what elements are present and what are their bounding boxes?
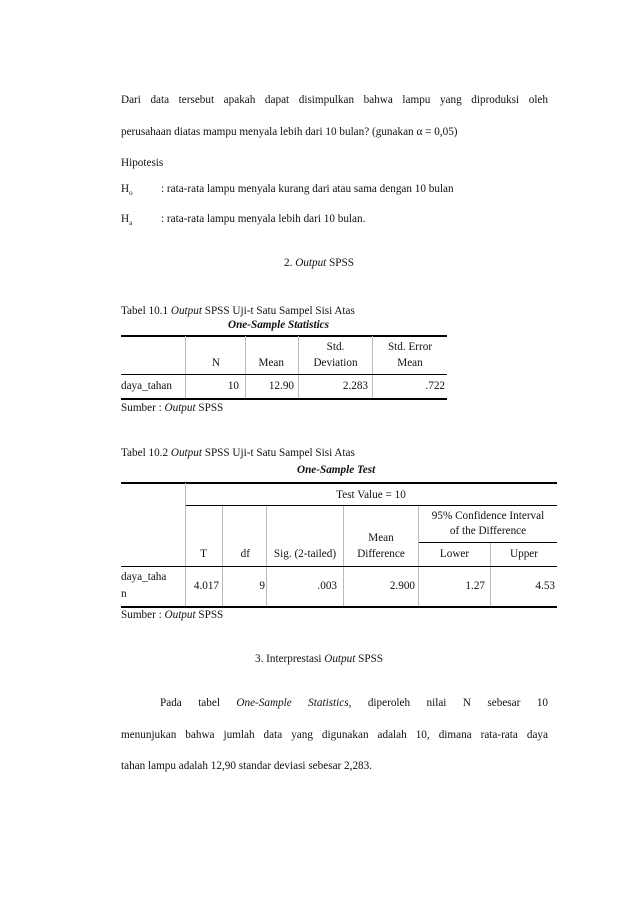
section-3-rest: SPSS: [355, 653, 384, 665]
table2-cell-upper: 4.53: [535, 580, 555, 592]
section-2-italic: Output: [295, 257, 327, 269]
intro-line-2-text: perusahaan diatas mampu menyala lebih dari 10 bulan? (gunakan: [121, 126, 417, 138]
table2-cell-df: 9: [259, 580, 265, 592]
table1-row-label: daya_tahan: [121, 380, 172, 392]
table1-source-pre: Sumber :: [121, 402, 165, 414]
paragraph-line-3: tahan lampu adalah 12,90 standar deviasi sebesar 2,283.: [121, 760, 373, 772]
table2-header-rule: [121, 566, 557, 567]
table2-cell-md: 2.900: [389, 580, 415, 592]
table2-test-value: Test Value = 10: [336, 489, 406, 501]
table1-source-post: SPSS: [195, 402, 224, 414]
table1-header-se-2: Mean: [397, 357, 423, 369]
table1-source-italic: Output: [164, 402, 196, 414]
para-word: nilai: [426, 697, 447, 709]
table2-source-pre: Sumber :: [121, 609, 165, 621]
table1-header-mean: Mean: [258, 357, 284, 369]
table1-cell-mean: 12.90: [268, 380, 294, 392]
table2-title: One-Sample Test: [297, 464, 376, 476]
table2-header-sig: Sig. (2-tailed): [273, 548, 337, 560]
table2-test-value-rule: [185, 505, 557, 506]
para-word: diperoleh: [367, 697, 411, 709]
table1-header-sd-2: Deviation: [313, 357, 358, 369]
table1-header-rule: [121, 374, 447, 375]
table1-caption-pre: Tabel 10.1: [121, 305, 171, 317]
intro-line-2: [121, 126, 458, 138]
para-word-italic: Statistics,: [308, 697, 352, 709]
table2-source-post: SPSS: [195, 609, 224, 621]
table1-caption: [121, 305, 355, 317]
table2-row-label-1: daya_taha: [121, 571, 167, 583]
table1-caption-post: SPSS Uji-t Satu Sampel Sisi Atas: [201, 305, 355, 317]
table2-header-md-2: Difference: [357, 548, 405, 560]
table2-bottom-rule: [121, 606, 557, 608]
table2-source-italic: Output: [164, 609, 196, 621]
para-word: Pada: [160, 697, 182, 709]
para-word: sebesar: [487, 697, 521, 709]
ha-subscript: a: [129, 219, 133, 228]
table2-caption: [121, 447, 355, 459]
table2-header-lower: Lower: [439, 548, 470, 560]
table2-ci-header-2: of the Difference: [449, 525, 527, 537]
table2-header-df: df: [240, 548, 250, 560]
h0-subscript: o: [129, 189, 133, 198]
table1-caption-italic: Output: [170, 305, 202, 317]
table2-ci-header-1: 95% Confidence Interval: [431, 510, 545, 522]
ha-text: : rata-rata lampu menyala lebih dari 10 bulan.: [161, 213, 366, 225]
h0-letter: H: [121, 183, 130, 195]
h0-text: : rata-rata lampu menyala kurang dari atau sama dengan 10 bulan: [161, 183, 454, 195]
intro-line-1: Dari data tersebut apakah dapat disimpulkan bahwa lampu yang diproduksi oleh: [121, 94, 548, 106]
table2-header-t: T: [200, 548, 207, 560]
table1-header-sd-1: Std.: [326, 341, 345, 353]
table1-header-se-1: Std. Error: [387, 341, 433, 353]
table2-top-rule: [121, 482, 557, 484]
table1-header-n: N: [211, 357, 220, 369]
table2-caption-post: SPSS Uji-t Satu Sampel Sisi Atas: [201, 447, 355, 459]
section-2-heading: [0, 257, 638, 269]
table1-cell-se: .722: [425, 380, 445, 392]
table2-cell-t: 4.017: [193, 580, 219, 592]
para-word: N: [462, 697, 471, 709]
section-3-num: 3. Interprestasi: [254, 653, 325, 665]
table1-bottom-rule: [121, 398, 447, 400]
section-3-italic: Output: [324, 653, 356, 665]
table2-header-md-1: Mean: [368, 532, 394, 544]
table2-source: [121, 609, 223, 621]
table2-header-upper: Upper: [510, 548, 538, 560]
paragraph-line-2: menunjukan bahwa jumlah data yang digunakan adalah 10, dimana rata-rata daya: [121, 729, 548, 741]
table2-ci-rule: [419, 542, 557, 543]
section-3-heading: [0, 653, 638, 665]
table2-caption-italic: Output: [170, 447, 202, 459]
hypothesis-heading: Hipotesis: [121, 157, 164, 169]
paragraph-line-1: [160, 697, 548, 709]
intro-line-2-end: = 0,05): [422, 126, 458, 138]
table1-cell-sd: 2.283: [342, 380, 368, 392]
table2-cell-lower: 1.27: [465, 580, 485, 592]
table2-cell-sig: .003: [317, 580, 337, 592]
table1-source: [121, 402, 223, 414]
para-word-italic: One-Sample: [236, 697, 292, 709]
para-word: 10: [536, 697, 548, 709]
table1-title: One-Sample Statistics: [228, 319, 330, 331]
h0-symbol: [121, 183, 133, 197]
table2-caption-pre: Tabel 10.2: [121, 447, 171, 459]
table1-cell-n: 10: [227, 380, 239, 392]
section-2-rest: SPSS: [326, 257, 354, 269]
para-word: tabel: [198, 697, 220, 709]
table2-row-label-2: n: [121, 588, 127, 600]
ha-symbol: [121, 213, 132, 227]
ha-letter: H: [121, 213, 130, 225]
table1-top-rule: [121, 335, 447, 337]
alpha-symbol: α: [416, 126, 423, 138]
section-2-num: 2.: [284, 257, 296, 269]
